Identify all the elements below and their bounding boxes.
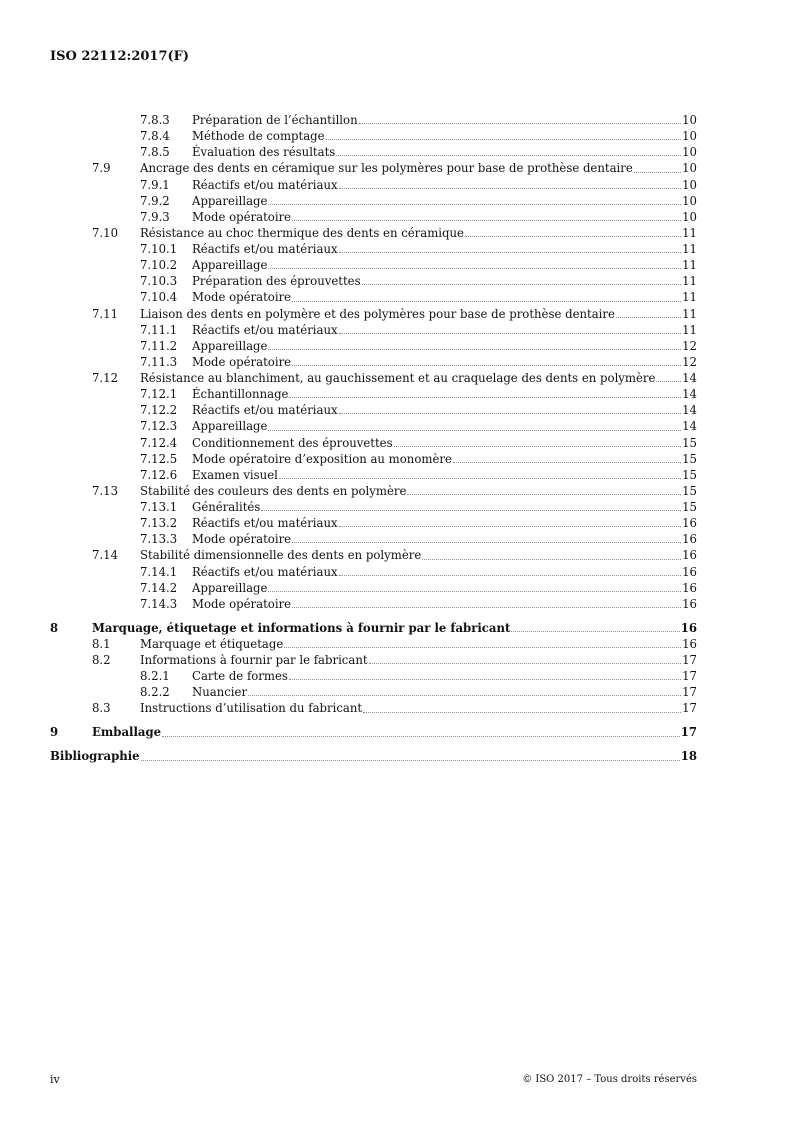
dot-leader: [339, 188, 682, 189]
footer-copyright: © ISO 2017 – Tous droits réservés: [522, 1074, 697, 1085]
toc-entry-page: 17: [682, 685, 697, 700]
dot-leader: [292, 365, 681, 366]
toc-entry-title: Mode opératoire: [192, 209, 292, 224]
dot-leader: [292, 542, 681, 543]
toc-entry[interactable]: [50, 177, 697, 193]
toc-entry-number: 7.12.3: [140, 419, 178, 434]
toc-entry-clause[interactable]: [50, 724, 697, 740]
toc-entry-page: 10: [682, 113, 697, 127]
dot-leader: [289, 397, 681, 398]
toc-entry-title: Mode opératoire: [192, 596, 292, 611]
dot-leader: [656, 381, 681, 382]
toc-entry-page: 11: [682, 306, 697, 321]
toc-entry-number: 8: [50, 620, 59, 635]
toc-entry-page: 16: [682, 596, 697, 611]
dot-leader: [261, 510, 681, 511]
toc-entry[interactable]: [50, 289, 697, 305]
toc-entry-title: Marquage, étiquetage et informations à fournir par le fabricant: [92, 620, 511, 635]
toc-entry-title: Réactifs et/ou matériaux: [192, 564, 338, 579]
toc-entry[interactable]: [50, 564, 697, 580]
toc-entry-title: Appareillage: [192, 419, 268, 434]
toc-entry-number: 7.8.3: [140, 113, 170, 127]
toc-entry[interactable]: [50, 531, 697, 547]
toc-entry[interactable]: [50, 483, 697, 499]
toc-entry-page: 12: [682, 354, 697, 369]
toc-entry-page: 15: [682, 467, 697, 482]
toc-entry-page: 15: [682, 500, 697, 514]
toc-entry-title: Informations à fournir par le fabricant: [140, 653, 368, 668]
dot-leader: [284, 647, 681, 648]
toc-entry-title: Bibliographie: [50, 749, 140, 764]
toc-entry-number: 7.13.1: [140, 500, 178, 514]
toc-entry-number: 8.2: [92, 653, 111, 668]
toc-entry[interactable]: [50, 467, 697, 483]
toc-entry-number: 7.14: [92, 548, 119, 563]
toc-entry[interactable]: [50, 402, 697, 418]
toc-entry-page: 17: [682, 701, 697, 716]
toc-entry-title: Résistance au blanchiment, au gauchissement et au craquelage des dents en polymère: [140, 371, 656, 385]
toc-entry[interactable]: [50, 273, 697, 289]
dot-leader: [363, 712, 681, 713]
dot-leader: [248, 695, 681, 696]
toc-entry[interactable]: [50, 128, 697, 144]
toc-entry[interactable]: [50, 193, 697, 209]
toc-entry-number: 7.10.2: [140, 258, 178, 273]
toc-entry-page: 16: [680, 620, 697, 635]
toc-entry-page: 16: [682, 580, 697, 595]
toc-entry[interactable]: [50, 144, 697, 160]
toc-entry[interactable]: [50, 499, 697, 515]
dot-leader: [362, 284, 682, 285]
toc-entry-title: Réactifs et/ou matériaux: [192, 242, 338, 256]
toc-entry-title: Préparation de l’échantillon: [192, 113, 358, 127]
dot-leader: [268, 591, 681, 592]
toc-entry-page: 15: [682, 435, 697, 450]
toc-entry-number: 7.10.3: [140, 274, 178, 289]
toc-entry-number: 9: [50, 725, 59, 740]
toc-entry-title: Mode opératoire: [192, 354, 292, 369]
toc-entry-number: 7.12: [92, 371, 119, 385]
toc-entry[interactable]: [50, 354, 697, 370]
toc-entry-page: 10: [682, 177, 697, 192]
toc-entry[interactable]: [50, 386, 697, 402]
toc-entry-number: 7.13.3: [140, 532, 178, 547]
toc-entry-page: 10: [682, 161, 697, 176]
toc-entry-number: 7.9.2: [140, 193, 170, 208]
toc-entry-page: 18: [680, 749, 697, 764]
toc-entry[interactable]: [50, 241, 697, 257]
toc-entry-title: Échantillonnage: [192, 387, 289, 402]
toc-entry-title: Résistance au choc thermique des dents en céramique: [140, 225, 464, 240]
toc-entry-title: Stabilité dimensionnelle des dents en polymère: [140, 548, 422, 563]
toc-entry-number: 7.14.2: [140, 580, 178, 595]
toc-entry-title: Appareillage: [192, 338, 268, 353]
toc-entry-number: 7.14.1: [140, 564, 178, 579]
dot-leader: [141, 760, 680, 761]
toc-entry-number: 7.8.5: [140, 145, 170, 160]
toc-entry-number: 7.12.1: [140, 387, 178, 402]
dot-leader: [268, 430, 681, 431]
toc-entry[interactable]: [50, 668, 697, 684]
toc-entry-number: 7.8.4: [140, 129, 170, 144]
toc-entry-title: Mode opératoire: [192, 532, 292, 547]
toc-entry-title: Appareillage: [192, 580, 268, 595]
toc-entry-page: 14: [682, 371, 697, 385]
toc-entry-number: 7.11.2: [140, 338, 178, 353]
toc-entry-title: Carte de formes: [192, 669, 288, 684]
toc-entry-page: 11: [682, 242, 697, 256]
dot-leader: [407, 494, 681, 495]
toc-entry[interactable]: [50, 160, 697, 176]
dot-leader: [292, 607, 681, 608]
toc-entry-page: 10: [682, 129, 697, 144]
toc-entry-number: 7.11.3: [140, 354, 178, 369]
toc-entry-number: 8.1: [92, 636, 111, 651]
toc-entry-page: 17: [682, 653, 697, 668]
document-id-header: ISO 22112:2017(F): [50, 49, 190, 64]
toc-entry-page: 10: [682, 209, 697, 224]
toc-entry-number: 7.9.3: [140, 209, 170, 224]
toc-entry[interactable]: [50, 700, 697, 716]
toc-entry[interactable]: [50, 515, 697, 531]
toc-entry-page: 15: [682, 483, 697, 498]
toc-entry[interactable]: [50, 580, 697, 596]
toc-entry-title: Conditionnement des éprouvettes: [192, 435, 393, 450]
dot-leader: [268, 268, 681, 269]
dot-leader: [616, 317, 681, 318]
toc-entry-page: 15: [682, 451, 697, 466]
dot-leader: [634, 172, 681, 173]
toc-entry-page: 17: [680, 725, 697, 740]
dot-leader: [339, 526, 682, 527]
dot-leader: [162, 736, 680, 737]
dot-leader: [279, 478, 681, 479]
toc-entry-page: 14: [682, 403, 697, 418]
toc-entry-title: Liaison des dents en polymère et des polymères pour base de prothèse dentaire: [140, 306, 615, 321]
toc-entry[interactable]: [50, 652, 697, 668]
dot-leader: [394, 446, 682, 447]
toc-entry-clause[interactable]: [50, 620, 697, 636]
dot-leader: [336, 155, 681, 156]
toc-entry-title: Réactifs et/ou matériaux: [192, 516, 338, 531]
toc-entry-title: Mode opératoire d’exposition au monomère: [192, 451, 452, 466]
toc-entry-page: 16: [682, 532, 697, 547]
toc-entry[interactable]: [50, 451, 697, 467]
toc-entry-number: 7.9: [92, 161, 111, 176]
toc-entry-number: 7.10: [92, 225, 119, 240]
toc-entry-number: 8.3: [92, 701, 111, 716]
dot-leader: [339, 252, 682, 253]
toc-entry[interactable]: [50, 418, 697, 434]
toc-entry[interactable]: [50, 338, 697, 354]
toc-entry-title: Appareillage: [192, 258, 268, 273]
toc-entry-title: Généralités: [192, 500, 261, 514]
dot-leader: [326, 139, 682, 140]
toc-entry-title: Réactifs et/ou matériaux: [192, 403, 338, 418]
toc-entry-number: 7.12.5: [140, 451, 178, 466]
toc-entry-title: Ancrage des dents en céramique sur les polymères pour base de prothèse dentaire: [140, 161, 633, 176]
toc-entry-page: 11: [682, 258, 697, 273]
dot-leader: [359, 123, 682, 124]
toc-entry-page: 11: [682, 322, 697, 337]
dot-leader: [292, 301, 681, 302]
toc-entry-number: 7.13.2: [140, 516, 178, 531]
toc-entry-title: Méthode de comptage: [192, 129, 325, 144]
toc-entry-page: 10: [682, 193, 697, 208]
toc-entry-number: 7.9.1: [140, 177, 170, 192]
toc-entry[interactable]: [50, 636, 697, 652]
toc-entry[interactable]: [50, 596, 697, 612]
toc-entry-number: 7.12.6: [140, 467, 178, 482]
toc-entry-page: 11: [682, 290, 697, 305]
toc-entry-page: 16: [682, 564, 697, 579]
dot-leader: [289, 679, 681, 680]
toc-entry[interactable]: [50, 684, 697, 700]
toc-entry[interactable]: [50, 257, 697, 273]
toc-entry-number: 7.11.1: [140, 322, 178, 337]
toc-entry[interactable]: [50, 435, 697, 451]
toc-entry[interactable]: [50, 370, 697, 386]
toc-entry-title: Marquage et étiquetage: [140, 636, 284, 651]
toc-entry-number: 7.11: [92, 306, 119, 321]
toc-entry-number: 7.12.2: [140, 403, 178, 418]
dot-leader: [422, 559, 681, 560]
toc-entry-title: Évaluation des résultats: [192, 145, 336, 160]
dot-leader: [292, 220, 681, 221]
dot-leader: [465, 236, 681, 237]
toc-entry-page: 16: [682, 516, 697, 531]
toc-entry-title: Mode opératoire: [192, 290, 292, 305]
toc-entry-title: Préparation des éprouvettes: [192, 274, 361, 289]
toc-entry-number: 7.12.4: [140, 435, 178, 450]
toc-entry-page: 17: [682, 669, 697, 684]
toc-entry-page: 14: [682, 387, 697, 402]
toc-entry[interactable]: [50, 322, 697, 338]
toc-entry-page: 10: [682, 145, 697, 160]
toc-entry-title: Nuancier: [192, 685, 248, 700]
toc-entry-page: 16: [682, 548, 697, 563]
toc-entry[interactable]: [50, 306, 697, 322]
toc-entry-title: Examen visuel: [192, 467, 278, 482]
toc-entry-bibliography[interactable]: [50, 748, 697, 764]
toc-entry-title: Instructions d’utilisation du fabricant: [140, 701, 363, 716]
toc-entry[interactable]: [50, 112, 697, 128]
toc-entry-title: Appareillage: [192, 193, 268, 208]
toc-entry-number: 7.14.3: [140, 596, 178, 611]
toc-entry-title: Réactifs et/ou matériaux: [192, 322, 338, 337]
toc-entry-page: 12: [682, 338, 697, 353]
toc-entry-page: 11: [682, 274, 697, 289]
toc-entry-number: 8.2.1: [140, 669, 170, 684]
toc-entry-page: 16: [682, 636, 697, 651]
toc-entry-title: Réactifs et/ou matériaux: [192, 177, 338, 192]
dot-leader: [453, 462, 681, 463]
toc-entry-title: Emballage: [92, 725, 162, 740]
toc-entry[interactable]: [50, 225, 697, 241]
table-of-contents: [50, 112, 697, 765]
footer-page-number: iv: [50, 1073, 60, 1086]
toc-entry-page: 14: [682, 419, 697, 434]
toc-entry-number: 8.2.2: [140, 685, 170, 700]
dot-leader: [369, 663, 682, 664]
toc-entry-page: 11: [682, 225, 697, 240]
dot-leader: [268, 349, 681, 350]
dot-leader: [339, 333, 682, 334]
dot-leader: [511, 631, 679, 632]
toc-entry-title: Stabilité des couleurs des dents en polymère: [140, 483, 407, 498]
toc-entry-number: 7.10.1: [140, 242, 178, 256]
dot-leader: [339, 413, 682, 414]
toc-entry[interactable]: [50, 209, 697, 225]
toc-entry-number: 7.10.4: [140, 290, 178, 305]
toc-entry-number: 7.13: [92, 483, 119, 498]
toc-entry[interactable]: [50, 547, 697, 563]
dot-leader: [268, 204, 681, 205]
dot-leader: [339, 575, 682, 576]
